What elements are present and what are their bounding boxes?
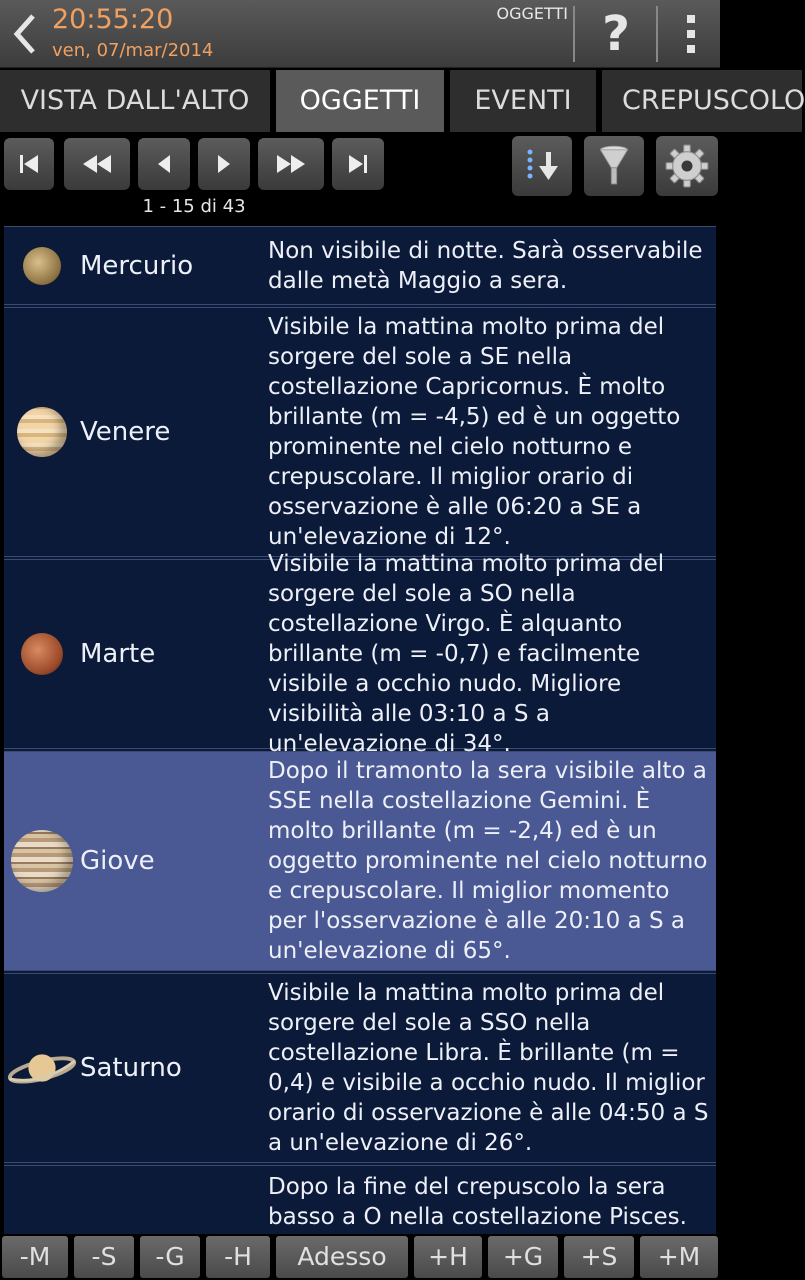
- object-description: Non visibile di notte. Sarà osservabile dalle metà Maggio a sera.: [268, 237, 703, 294]
- tab-objects[interactable]: OGGETTI: [276, 70, 444, 132]
- last-page-icon: [341, 151, 375, 177]
- list-item[interactable]: [4, 551, 716, 757]
- plus-week-button[interactable]: +S: [564, 1236, 634, 1278]
- next-button[interactable]: [198, 138, 250, 190]
- settings-button[interactable]: [656, 136, 718, 196]
- object-name: Mercurio: [80, 250, 194, 281]
- pager-count: 1 - 15 di 43: [142, 196, 246, 217]
- last-page-button[interactable]: [332, 138, 384, 190]
- tab-bar: [0, 70, 805, 132]
- sort-button[interactable]: [512, 136, 572, 196]
- list-item[interactable]: [4, 226, 716, 305]
- plus-month-button[interactable]: +M: [640, 1236, 718, 1278]
- objects-list[interactable]: [4, 226, 716, 1230]
- object-name: Giove: [80, 846, 155, 876]
- object-description: Visibile la mattina molto prima del sorgere del sole a SSO nella costellazione Libra. È brillante (m = 0,4) e visibile a occhio nudo. Il miglior orario di osservazione è alle 04:50 a S a un'elevazione di 26°.: [268, 980, 709, 1156]
- mars-icon: [21, 633, 63, 675]
- overflow-menu-button[interactable]: [662, 4, 720, 64]
- previous-icon: [147, 151, 181, 177]
- menu-dot: [687, 45, 695, 53]
- object-description: Dopo il tramonto la sera visibile alto a SSE nella costellazione Gemini. È molto brillante (m = -2,4) ed è un oggetto prominente nel cielo notturno e crepuscolare. Il miglior momento per l'osservazione è alle 20:10 a S a un'elevazione di 65°.: [268, 758, 708, 964]
- back-button[interactable]: [4, 6, 46, 62]
- jupiter-icon: [11, 830, 73, 892]
- sort-icon: [522, 146, 562, 186]
- tab-events[interactable]: EVENTI: [450, 70, 596, 132]
- object-description: Dopo la fine del crepuscolo la sera basso a O nella costellazione Pisces.: [268, 1174, 687, 1230]
- object-description: Visibile la mattina molto prima del sorgere del sole a SE nella costellazione Capricornus. È molto brillante (m = -4,5) ed è un oggetto prominente nel cielo notturno e crepuscolare. Il miglior orario di osservazione è alle 06:20 a SE a un'elevazione di 12°.: [268, 314, 681, 550]
- header-divider: [656, 6, 658, 62]
- current-date[interactable]: ven, 07/mar/2014: [52, 40, 214, 61]
- header-divider: [573, 6, 575, 62]
- list-item[interactable]: [4, 307, 716, 557]
- now-button[interactable]: Adesso: [276, 1236, 408, 1278]
- plus-day-button[interactable]: +G: [488, 1236, 558, 1278]
- rewind-icon: [80, 151, 114, 177]
- toolbar: [0, 134, 720, 224]
- tab-twilight[interactable]: CREPUSCOLO: [602, 70, 802, 132]
- list-item[interactable]: [4, 973, 716, 1163]
- object-name: Marte: [80, 639, 156, 669]
- venus-icon: [17, 407, 67, 457]
- object-name: Saturno: [80, 1053, 182, 1083]
- fast-forward-button[interactable]: [258, 138, 324, 190]
- filter-button[interactable]: [584, 136, 644, 196]
- fast-forward-icon: [274, 151, 308, 177]
- previous-button[interactable]: [138, 138, 190, 190]
- next-icon: [207, 151, 241, 177]
- saturn-icon: [7, 1048, 77, 1088]
- time-step-bar: [0, 1234, 720, 1280]
- screen-title: OGGETTI: [496, 4, 568, 23]
- plus-hour-button[interactable]: +H: [414, 1236, 482, 1278]
- tab-top-view[interactable]: VISTA DALL'ALTO: [0, 70, 270, 132]
- help-button[interactable]: ?: [602, 6, 630, 62]
- filter-icon: [596, 143, 632, 189]
- current-time[interactable]: 20:55:20: [52, 4, 174, 35]
- rewind-button[interactable]: [64, 138, 130, 190]
- mercury-icon: [23, 247, 61, 285]
- chevron-left-icon: [11, 12, 39, 56]
- app-header: [0, 0, 720, 68]
- object-description: Visibile la mattina molto prima del sorgere del sole a SO nella costellazione Virgo. È alquanto brillante (m = -0,7) e facilmente visibile a occhio nudo. Migliore visibilità alle 03:10 a S a un'elevazione di 34°.: [268, 551, 665, 757]
- minus-week-button[interactable]: -S: [74, 1236, 134, 1278]
- minus-hour-button[interactable]: -H: [206, 1236, 270, 1278]
- minus-day-button[interactable]: -G: [140, 1236, 200, 1278]
- first-page-icon: [12, 151, 46, 177]
- list-item-selected[interactable]: [4, 751, 716, 971]
- menu-dot: [687, 30, 695, 38]
- gear-icon: [665, 144, 709, 188]
- object-name: Venere: [80, 417, 171, 447]
- minus-month-button[interactable]: -M: [2, 1236, 68, 1278]
- first-page-button[interactable]: [4, 138, 54, 190]
- menu-dot: [687, 15, 695, 23]
